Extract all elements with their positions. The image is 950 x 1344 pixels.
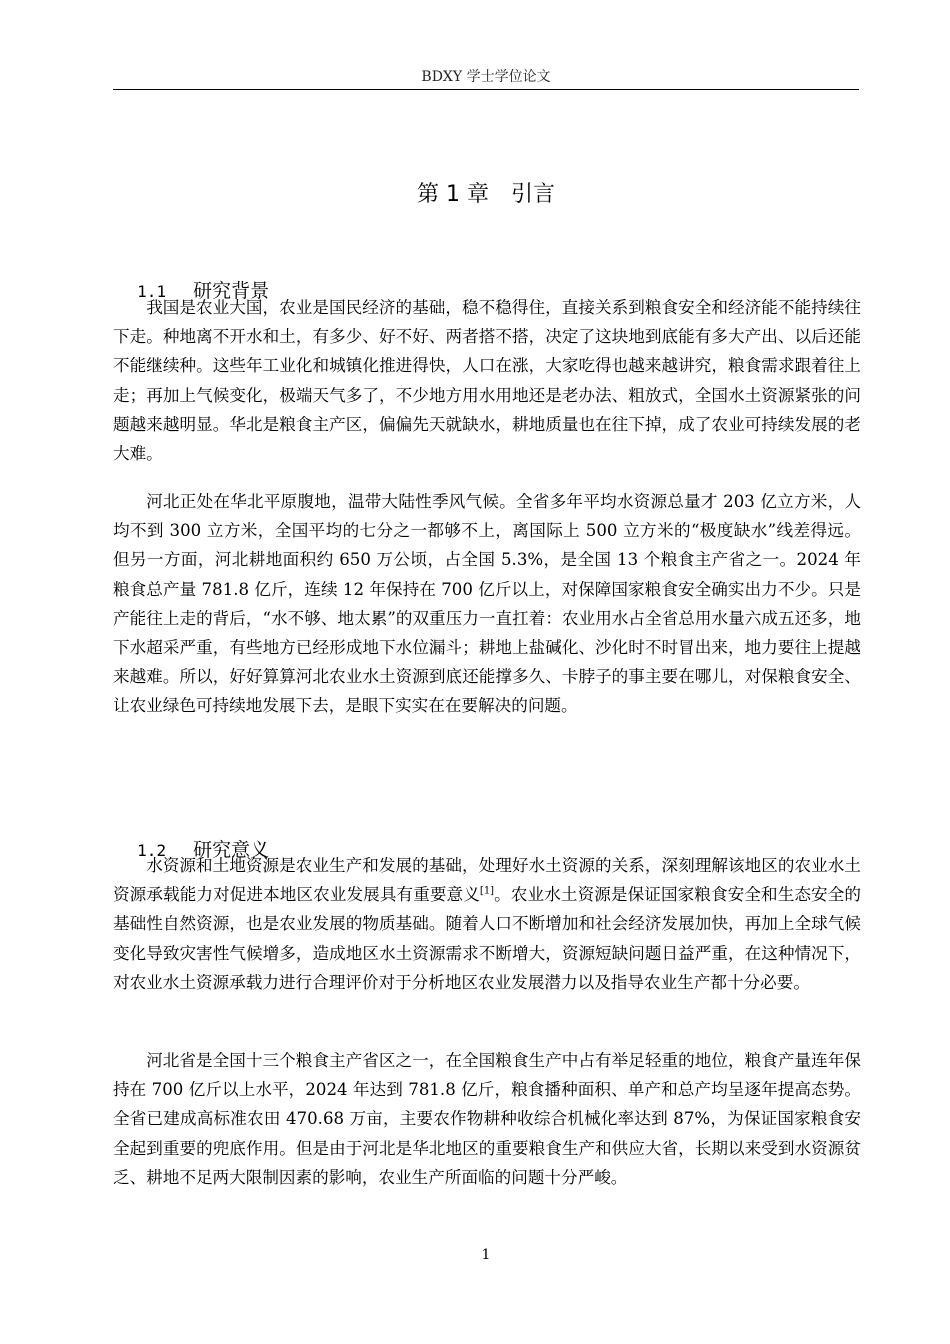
citation-ref[interactable]: [1] xyxy=(479,885,495,897)
page-number: 1 xyxy=(481,1247,491,1263)
section-title: 研究意义 xyxy=(193,839,270,861)
section-number: 1.2 xyxy=(137,841,167,860)
paragraph-text-continued: 。农业水土资源是保证国家粮食安全和生态安全的基础性自然资源，也是农业发展的物质基础。随着人口不断增加和社会经济发展加快，再加上全球气候变化导致灾害性气候增多，造成地区水土资源需求不断增大，资源短缺问题日益严重，在这种情况下，对农业水土资源承载力进行合理评价对于分析地区农业发展潜力以及指导农业生产都十分必要。 xyxy=(113,885,862,992)
paragraph-significance-2: 河北省是全国十三个粮食主产省区之一，在全国粮食生产中占有举足轻重的地位，粮食产量连年保持在 700 亿斤以上水平，2024 年达到 781.8 亿斤，粮食播种面积、单产和总产均呈逐年提高态势。全省已建成高标准农田 470.68 万亩，主要农作物耕种收综合机械化率达到 87%，为保证国家粮食安全起到重要的兜底作用。但是由于河北是华北地区的重要粮食生产和供应大省，长期以来受到水资源贫乏、耕地不足两大限制因素的影响，农业生产所面临的问题十分严峻。 xyxy=(113,1051,861,1187)
section-title: 研究背景 xyxy=(193,280,270,302)
paragraph-background-2: 河北正处在华北平原腹地，温带大陆性季风气候。全省多年平均水资源总量才 203 亿立方米，人均不到 300 立方米，全国平均的七分之一都够不上，离国际上 500 立方米的“极度缺水”线差得远。但另一方面，河北耕地面积约 650 万公顷，占全国 5.3%，是全国 13 个粮食主产省之一。2024 年粮食总产量 781.8 亿斤，连续 12 年保持在 700 亿斤以上，对保障国家粮食安全确实出力不少。只是产能往上走的背后，“水不够、地太累”的双重压力一直扛着：农业用水占全省总用水量六成五还多，地下水超采严重，有些地方已经形成地下水位漏斗；耕地上盐碱化、沙化时不时冒出来，地力要往上提越来越难。所以，好好算算河北农业水土资源到底还能撑多久、卡脖子的事主要在哪儿，对保粮食安全、让农业绿色可持续地发展下去，是眼下实实在在要解决的问题。 xyxy=(113,492,861,716)
paragraph-background-1: 我国是农业大国，农业是国民经济的基础，稳不稳得住，直接关系到粮食安全和经济能不能持续往下走。种地离不开水和土，有多少、好不好、两者搭不搭，决定了这块地到底能有多大产出、以后还能不能继续种。这些年工业化和城镇化推进得快，人口在涨，大家吃得也越来越讲究，粮食需求跟着往上走；再加上气候变化，极端天气多了，不少地方用水用地还是老办法、粗放式，全国水土资源紧张的问题越来越明显。华北是粮食主产区，偏偏先天就缺水，耕地质量也在往下掉，成了农业可持续发展的老大难。 xyxy=(113,298,861,464)
chapter-title: 第 1 章 引言 xyxy=(417,182,555,207)
header-rule xyxy=(113,89,859,90)
paragraph-text: 水资源和土地资源是农业生产和发展的基础，处理好水土资源的关系，深刻理解该地区的农业水土资源承载能力对促进本地区农业发展具有重要意义 xyxy=(113,856,861,905)
running-header: BDXY 学士学位论文 xyxy=(421,69,551,85)
paragraph-significance-1 xyxy=(113,851,861,997)
section-number: 1.1 xyxy=(137,282,167,301)
